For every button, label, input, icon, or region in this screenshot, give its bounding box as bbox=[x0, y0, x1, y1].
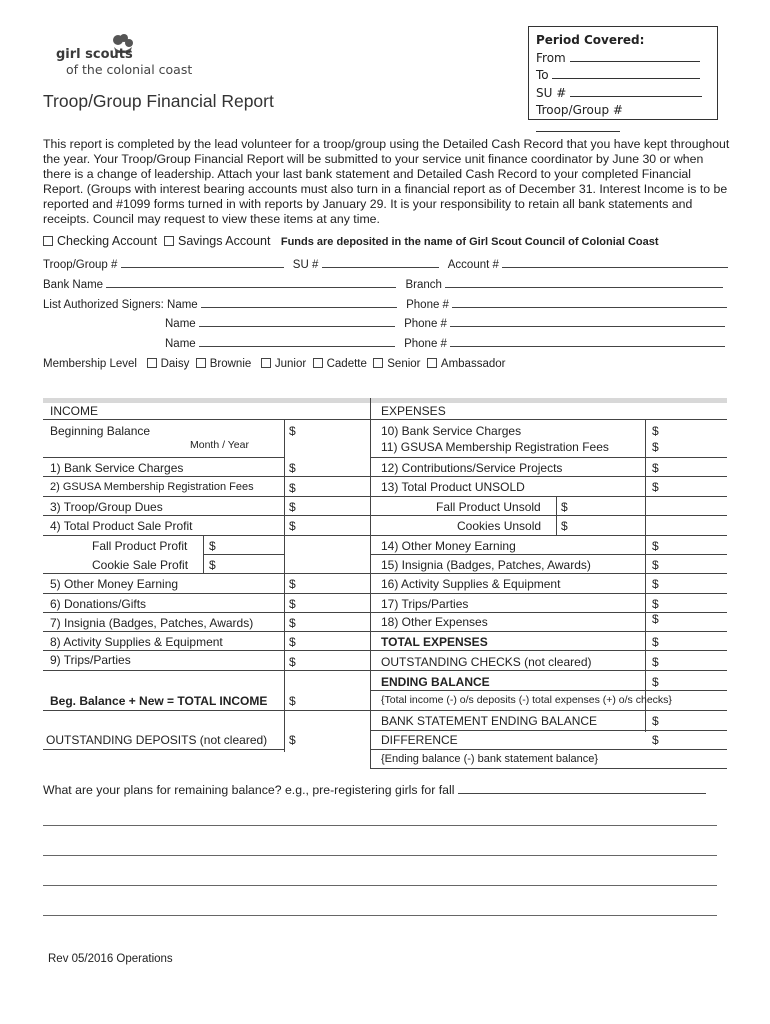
branch-field[interactable] bbox=[445, 277, 723, 288]
daisy-checkbox[interactable] bbox=[147, 358, 157, 368]
dollar-sign: $ bbox=[652, 480, 659, 494]
period-troop-row bbox=[536, 102, 710, 137]
brownie-label: Brownie bbox=[209, 358, 252, 370]
dollar-sign: $ bbox=[652, 539, 659, 553]
income-header: INCOME bbox=[50, 404, 98, 418]
dollar-sign: $ bbox=[289, 424, 296, 438]
funds-note: Funds are deposited in the name of Girl Scout Council of Colonial Coast bbox=[280, 236, 659, 248]
signer-name-2[interactable] bbox=[199, 316, 395, 327]
expense-item-12: 12) Contributions/Service Projects bbox=[381, 461, 563, 475]
account-field[interactable] bbox=[502, 257, 728, 268]
dollar-sign: $ bbox=[289, 694, 296, 708]
month-year-label: Month / Year bbox=[190, 439, 249, 451]
total-income-label: Beg. Balance + New = TOTAL INCOME bbox=[50, 694, 268, 708]
dollar-sign: $ bbox=[652, 714, 659, 728]
savings-label: Savings Account bbox=[178, 234, 271, 248]
troop-group-label: Troop/Group # bbox=[43, 259, 118, 271]
hline bbox=[370, 476, 727, 477]
from-field[interactable] bbox=[570, 50, 700, 62]
hline bbox=[43, 573, 371, 574]
hline bbox=[370, 730, 727, 731]
to-field[interactable] bbox=[552, 67, 700, 79]
income-item-9: 9) Trips/Parties bbox=[50, 653, 131, 667]
logo bbox=[56, 33, 196, 78]
expense-item-13: 13) Total Product UNSOLD bbox=[381, 480, 525, 494]
income-item-1: 1) Bank Service Charges bbox=[50, 461, 184, 475]
dollar-sign: $ bbox=[652, 577, 659, 591]
account-type-row bbox=[43, 234, 659, 248]
bank-name-label: Bank Name bbox=[43, 279, 104, 291]
plans-row bbox=[43, 783, 706, 797]
cadette-checkbox[interactable] bbox=[313, 358, 323, 368]
hline bbox=[370, 710, 727, 711]
dollar-sign: $ bbox=[652, 675, 659, 689]
hline bbox=[370, 650, 727, 651]
dollar-sign: $ bbox=[289, 733, 296, 747]
dollar-sign: $ bbox=[652, 612, 659, 626]
hline bbox=[43, 612, 371, 613]
membership-row bbox=[43, 358, 505, 370]
fall-product-unsold-label: Fall Product Unsold bbox=[436, 500, 541, 514]
expense-item-14: 14) Other Money Earning bbox=[381, 539, 516, 553]
su-label: SU # bbox=[536, 85, 567, 100]
from-label: From bbox=[536, 50, 566, 65]
dollar-sign: $ bbox=[561, 500, 568, 514]
hline bbox=[370, 631, 727, 632]
plans-line-3[interactable] bbox=[43, 885, 717, 886]
hline bbox=[203, 554, 285, 555]
logo-line1: girl scouts bbox=[56, 47, 133, 62]
ambassador-checkbox[interactable] bbox=[427, 358, 437, 368]
expenses-header: EXPENSES bbox=[381, 404, 446, 418]
income-item-8: 8) Activity Supplies & Equipment bbox=[50, 635, 223, 649]
expense-item-10: 10) Bank Service Charges bbox=[381, 424, 522, 438]
hline bbox=[370, 457, 727, 458]
outstanding-checks-label: OUTSTANDING CHECKS (not cleared) bbox=[381, 655, 592, 669]
senior-label: Senior bbox=[387, 358, 421, 370]
signers-label: List Authorized Signers: Name bbox=[43, 299, 198, 311]
hline bbox=[43, 515, 371, 516]
name-label-3: Name bbox=[165, 338, 196, 350]
hline bbox=[370, 690, 727, 691]
beginning-balance-label: Beginning Balance bbox=[50, 424, 151, 438]
table-center-divider bbox=[370, 398, 371, 768]
branch-label: Branch bbox=[405, 279, 442, 291]
troop-label: Troop/Group # bbox=[536, 103, 623, 117]
phone-label-1: Phone # bbox=[406, 299, 449, 311]
dollar-sign: $ bbox=[652, 655, 659, 669]
expense-item-18: 18) Other Expenses bbox=[381, 615, 488, 629]
plans-field[interactable] bbox=[458, 783, 706, 794]
hline bbox=[43, 650, 371, 651]
outstanding-deposits-label: OUTSTANDING DEPOSITS (not cleared) bbox=[46, 733, 268, 747]
brownie-checkbox[interactable] bbox=[196, 358, 206, 368]
hline bbox=[43, 476, 371, 477]
cadette-label: Cadette bbox=[326, 358, 367, 370]
cookie-sale-profit-label: Cookie Sale Profit bbox=[92, 558, 189, 572]
dollar-sign: $ bbox=[289, 481, 296, 495]
expense-item-16: 16) Activity Supplies & Equipment bbox=[381, 577, 561, 591]
name-label-2: Name bbox=[165, 318, 196, 330]
troop-su-account-row bbox=[43, 257, 728, 271]
logo-line2: of the colonial coast bbox=[66, 62, 193, 77]
page-title: Troop/Group Financial Report bbox=[43, 91, 274, 111]
dollar-sign: $ bbox=[289, 461, 296, 475]
dollar-sign: $ bbox=[289, 500, 296, 514]
period-to-row bbox=[536, 67, 710, 85]
hline bbox=[370, 670, 727, 671]
income-item-3: 3) Troop/Group Dues bbox=[50, 500, 163, 514]
ending-balance-formula: {Total income (-) o/s deposits (-) total expenses (+) o/s checks} bbox=[381, 694, 672, 706]
troop-group-field[interactable] bbox=[121, 257, 284, 268]
expense-item-17: 17) Trips/Parties bbox=[381, 597, 469, 611]
period-covered-box bbox=[528, 26, 718, 120]
fall-product-profit-label: Fall Product Profit bbox=[92, 539, 188, 553]
hline bbox=[43, 670, 371, 671]
membership-label: Membership Level bbox=[43, 358, 137, 370]
hline bbox=[370, 749, 727, 750]
dollar-sign: $ bbox=[652, 733, 659, 747]
dollar-sign: $ bbox=[209, 539, 216, 553]
signer-phone-2[interactable] bbox=[450, 316, 725, 327]
junior-checkbox[interactable] bbox=[261, 358, 271, 368]
hline bbox=[370, 419, 727, 420]
cookies-unsold-label: Cookies Unsold bbox=[457, 519, 542, 533]
dollar-sign: $ bbox=[652, 635, 659, 649]
signer-phone-3[interactable] bbox=[450, 336, 725, 347]
dollar-sign: $ bbox=[652, 440, 659, 454]
dollar-sign: $ bbox=[209, 558, 216, 572]
table-header-band bbox=[43, 398, 727, 403]
hline bbox=[43, 457, 285, 458]
checking-checkbox[interactable] bbox=[43, 236, 53, 246]
signer-name-3[interactable] bbox=[199, 336, 395, 347]
sub-divider bbox=[203, 535, 204, 574]
plans-line-1[interactable] bbox=[43, 825, 717, 826]
expense-amount-divider bbox=[645, 419, 646, 732]
income-item-6: 6) Donations/Gifts bbox=[50, 597, 147, 611]
hline bbox=[370, 515, 727, 516]
troop-field[interactable] bbox=[536, 120, 620, 132]
period-heading: Period Covered: bbox=[536, 33, 645, 47]
plans-question: What are your plans for remaining balance? e.g., pre-registering girls for fall bbox=[43, 783, 455, 797]
senior-checkbox[interactable] bbox=[373, 358, 383, 368]
plans-line-4[interactable] bbox=[43, 915, 717, 916]
income-item-2: 2) GSUSA Membership Registration Fees bbox=[50, 481, 254, 493]
phone-label-2: Phone # bbox=[404, 318, 447, 330]
expense-item-15: 15) Insignia (Badges, Patches, Awards) bbox=[381, 558, 591, 572]
checking-label: Checking Account bbox=[57, 234, 158, 248]
hline bbox=[370, 768, 727, 769]
phone-label-3: Phone # bbox=[404, 338, 447, 350]
dollar-sign: $ bbox=[289, 597, 296, 611]
hline bbox=[43, 496, 371, 497]
difference-label: DIFFERENCE bbox=[381, 733, 458, 747]
hline bbox=[43, 419, 371, 420]
su-field-label: SU # bbox=[292, 259, 319, 271]
hline bbox=[43, 710, 371, 711]
plans-line-2[interactable] bbox=[43, 855, 717, 856]
income-item-5: 5) Other Money Earning bbox=[50, 577, 179, 591]
dollar-sign: $ bbox=[289, 616, 296, 630]
hline bbox=[370, 535, 727, 536]
dollar-sign: $ bbox=[561, 519, 568, 533]
period-su-row bbox=[536, 85, 710, 103]
signer-row-3 bbox=[165, 336, 725, 350]
total-expenses-label: TOTAL EXPENSES bbox=[381, 635, 488, 649]
income-item-4: 4) Total Product Sale Profit bbox=[50, 519, 193, 533]
dollar-sign: $ bbox=[289, 519, 296, 533]
income-item-7: 7) Insignia (Badges, Patches, Awards) bbox=[50, 616, 254, 630]
hline bbox=[43, 535, 371, 536]
signer-row-2 bbox=[165, 316, 725, 330]
ambassador-label: Ambassador bbox=[440, 358, 506, 370]
dollar-sign: $ bbox=[652, 558, 659, 572]
difference-formula: {Ending balance (-) bank statement balance} bbox=[381, 753, 599, 765]
intro-paragraph: This report is completed by the lead volunteer for a troop/group using the Detailed Cash Record that you have kept throughout the year. Your Troop/Group Financial Report will be submitted to your service unit finance coordinator by June 30 or when there is a change of leadership. Attach your last bank statement and Detailed Cash Record to your completed Financial Report. (Groups with interest bearing accounts must also turn in a financial report as of December 31. Interest Income is to be reported and #1099 forms turned in with reports by January 29. It is your responsibility to retain all bank statements and receipts. Council may request to view these items at any time. bbox=[43, 137, 730, 226]
bank-ending-balance-label: BANK STATEMENT ENDING BALANCE bbox=[381, 714, 598, 728]
hline bbox=[370, 496, 727, 497]
income-amount-divider bbox=[284, 419, 285, 752]
hline bbox=[43, 593, 371, 594]
hline bbox=[43, 749, 285, 750]
hline bbox=[43, 631, 371, 632]
junior-label: Junior bbox=[274, 358, 307, 370]
expense-item-11: 11) GSUSA Membership Registration Fees bbox=[381, 440, 609, 454]
dollar-sign: $ bbox=[289, 655, 296, 669]
dollar-sign: $ bbox=[652, 597, 659, 611]
signer-row-1 bbox=[43, 297, 727, 311]
dollar-sign: $ bbox=[652, 424, 659, 438]
period-from-row bbox=[536, 50, 710, 68]
signer-name-1[interactable] bbox=[201, 297, 397, 308]
savings-checkbox[interactable] bbox=[164, 236, 174, 246]
bank-name-field[interactable] bbox=[106, 277, 396, 288]
sub-divider bbox=[556, 496, 557, 535]
ending-balance-label: ENDING BALANCE bbox=[381, 675, 490, 689]
hline bbox=[370, 573, 727, 574]
hline bbox=[370, 593, 727, 594]
bank-row bbox=[43, 277, 723, 291]
to-label: To bbox=[536, 68, 549, 82]
signer-phone-1[interactable] bbox=[452, 297, 727, 308]
revision-footer: Rev 05/2016 Operations bbox=[48, 953, 173, 965]
dollar-sign: $ bbox=[289, 577, 296, 591]
hline bbox=[370, 612, 727, 613]
hline bbox=[370, 554, 727, 555]
account-label: Account # bbox=[447, 259, 499, 271]
dollar-sign: $ bbox=[289, 635, 296, 649]
su-field-input[interactable] bbox=[322, 257, 439, 268]
daisy-label: Daisy bbox=[160, 358, 190, 370]
su-field[interactable] bbox=[570, 85, 702, 97]
dollar-sign: $ bbox=[652, 461, 659, 475]
